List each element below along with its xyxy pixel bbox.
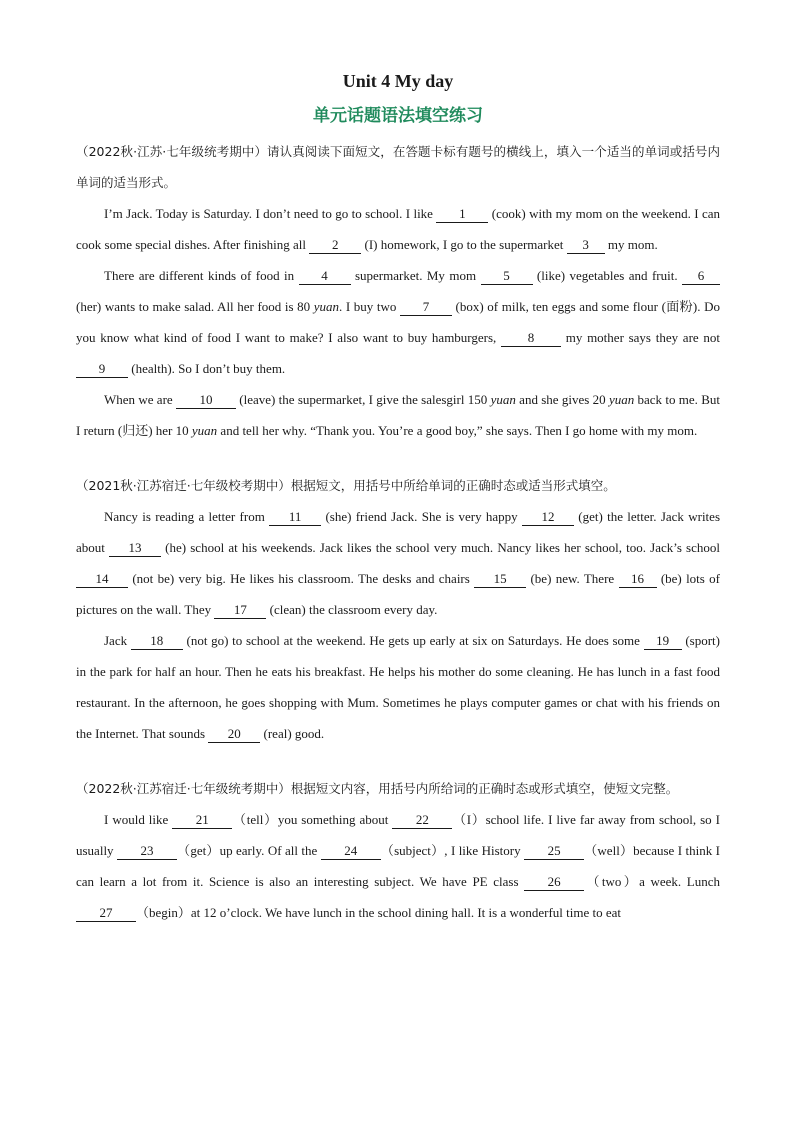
- blank-12: 12: [522, 509, 574, 526]
- section-1-paragraph-2: There are different kinds of food in 4 supermarket. My mom 5 (like) vegetables and fruit. 6 (her) wants to make salad. All her food is 80 yuan. I buy two 7 (box) of milk, ten eggs and some flour (面粉). Do you know what kind of food I want to make? I also want to buy hamburgers, 8 my mother says they are not 9 (health). So I don’t buy them.: [76, 268, 720, 376]
- page-title: Unit 4 My day: [342, 71, 454, 91]
- worksheet-page: [76, 66, 720, 928]
- blank-3: 3: [567, 237, 605, 254]
- section-3-paragraph-1: I would like 21 （tell）you something about 22 （I）school life. I live far away from school, so I usually 23 （get）up early. Of all the 24 （subject）, I like History 25 （well）because I think I can learn a lot from it. Science is also an interesting subject. We have PE class 26 （two）a week. Lunch 27 （begin）at 12 o’clock. We have lunch in the school dining hall. It is a wonderful time to eat: [76, 812, 720, 920]
- blank-15: 15: [474, 571, 526, 588]
- blank-4: 4: [299, 268, 351, 285]
- blank-5: 5: [481, 268, 533, 285]
- blank-18: 18: [131, 633, 183, 650]
- blank-14: 14: [76, 571, 128, 588]
- page-subtitle: 单元话题语法填空练习: [313, 106, 483, 126]
- blank-16: 16: [619, 571, 657, 588]
- blank-26: 26: [524, 874, 584, 891]
- blank-1: 1: [436, 206, 488, 223]
- section-3-intro: （2022秋·江苏宿迁·七年级统考期中）根据短文内容，用括号内所给词的正确时态或形式填空，使短文完整。: [76, 781, 679, 796]
- blank-11: 11: [269, 509, 321, 526]
- blank-6: 6: [682, 268, 720, 285]
- section-1-paragraph-3: When we are 10 (leave) the supermarket, I give the salesgirl 150 yuan and she gives 20 yuan back to me. But I return (归还) her 10 yuan and tell her why. “Thank you. You’re a good boy,” she says. Then I go home with my mom.: [76, 392, 720, 438]
- section-1-intro: （2022秋·江苏·七年级统考期中）请认真阅读下面短文，在答题卡标有题号的横线上，填入一个适当的单词或括号内单词的适当形式。: [76, 144, 720, 190]
- section-2-paragraph-2: Jack 18 (not go) to school at the weekend. He gets up early at six on Saturdays. He does some 19 (sport) in the park for half an hour. Then he eats his breakfast. He helps his mother do some cleaning. He has lunch in a fast food restaurant. In the afternoon, he goes shopping with Mum. Sometimes he plays computer games or chat with his friends on the Internet. That sounds 20 (real) good.: [76, 633, 720, 741]
- blank-8: 8: [501, 330, 561, 347]
- section-1-paragraph-1: I’m Jack. Today is Saturday. I don’t need to go to school. I like 1 (cook) with my mom on the weekend. I can cook some special dishes. After finishing all 2 (I) homework, I go to the supermarket 3 my mom.: [76, 206, 720, 252]
- blank-23: 23: [117, 843, 177, 860]
- blank-25: 25: [524, 843, 584, 860]
- blank-22: 22: [392, 812, 452, 829]
- blank-27: 27: [76, 905, 136, 922]
- blank-2: 2: [309, 237, 361, 254]
- section-2-paragraph-1: Nancy is reading a letter from 11 (she) friend Jack. She is very happy 12 (get) the letter. Jack writes about 13 (he) school at his weekends. Jack likes the school very much. Nancy likes her school, too. Jack’s school 14 (not be) very big. He likes his classroom. The desks and chairs 15 (be) new. There 16 (be) lots of pictures on the wall. They 17 (clean) the classroom every day.: [76, 509, 721, 617]
- blank-10: 10: [176, 392, 236, 409]
- blank-13: 13: [109, 540, 161, 557]
- blank-17: 17: [214, 602, 266, 619]
- blank-20: 20: [208, 726, 260, 743]
- blank-21: 21: [172, 812, 232, 829]
- blank-24: 24: [321, 843, 381, 860]
- blank-9: 9: [76, 361, 128, 378]
- blank-7: 7: [400, 299, 452, 316]
- section-2-intro: （2021秋·江苏宿迁·七年级校考期中）根据短文，用括号中所给单词的正确时态或适当形式填空。: [76, 478, 616, 493]
- blank-19: 19: [644, 633, 682, 650]
